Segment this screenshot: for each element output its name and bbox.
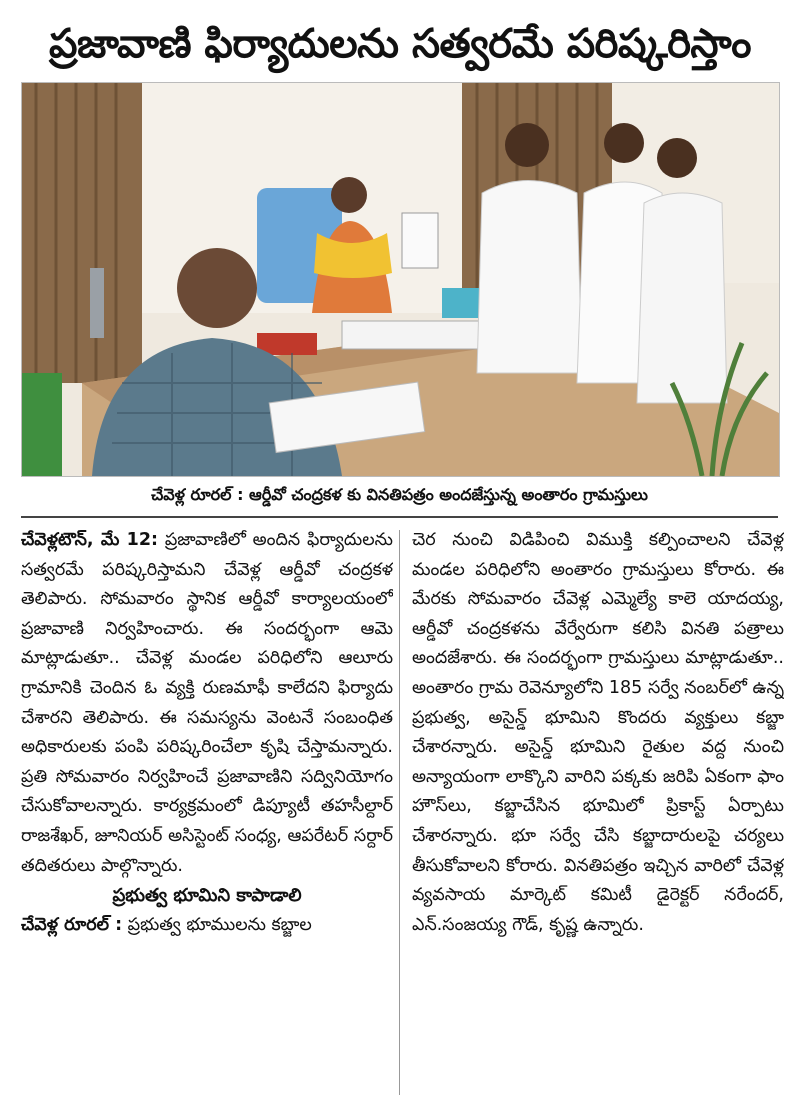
sub-article-paragraph — [21, 911, 393, 941]
article-body-left: ప్రజావాణిలో అందిన ఫిర్యాదులను సత్వరమే పరిష్కరిస్తామని చేవెళ్ల ఆర్డీవో చంద్రకళ తెలిపారు. సోమవారం స్థానిక ఆర్డీవో కార్యాలయంలో ప్రజావాణి నిర్వహించారు. ఈ సందర్భంగా ఆమె మాట్లాడుతూ.. చేవెళ్ల మండల పరిధిలోని ఆలూరు గ్రామానికి చెందిన ఓ వ్యక్తి రుణమాఫీ కాలేదని ఫిర్యాదు చేశారని తెలిపారు. ఈ సమస్యను వెంటనే సంబంధిత అధికారులకు పంపి పరిష్కరించేలా కృషి చేస్తామన్నారు. ప్రతి సోమవారం నిర్వహించే ప్రజావాణిని సద్వినియోగం చేసుకోవాలన్నారు. కార్యక్రమంలో డిప్యూటీ తహసీల్దార్ రాజశేఖర్, జూనియర్ అసిస్టెంట్ సంధ్య, ఆపరేటర్ సర్దార్ తదితరులు పాల్గొన్నారు. — [21, 530, 393, 876]
headline: ప్రజావాణి ఫిర్యాదులను సత్వరమే పరిష్కరిస్తాం — [49, 21, 751, 67]
sub-article-dateline: చేవెళ్ల రూరల్ : — [21, 914, 123, 935]
office-scene-illustration — [22, 83, 779, 476]
caption-tag: చేవెళ్ల రూరల్ : — [151, 485, 244, 504]
sub-article-body-continued: చెర నుంచి విడిపించి విముక్తి కల్పించాలని చేవెళ్ల మండల పరిధిలోని అంతారం గ్రామస్తులు కోరారు. ఈ మేరకు సోమవారం చేవెళ్ల ఎమ్మెల్యే కాలె యాదయ్య, ఆర్డీవో చంద్రకళను వేర్వేరుగా కలిసి వినతి పత్రాలు అందజేశారు. ఈ సందర్భంగా గ్రామస్తులు మాట్లాడుతూ.. అంతారం గ్రామ రెవెన్యూలోని 185 సర్వే నంబర్‌లో ఉన్న ప్రభుత్వ, అసైన్డ్ భూమిని కొందరు వ్యక్తులు కబ్జా చేశారన్నారు. అసైన్డ్ భూమిని రైతుల వద్ద నుంచి అన్యాయంగా లాక్కొని వారిని పక్కకు జరిపి ఏకంగా ఫాం హౌస్‌లు, కబ్జాచేసిన భూమిలో ప్రికాస్ట్ ఏర్పాటు చేశారన్నారు. భూ సర్వే చేసి కబ్జాదారులపై చర్యలు తీసుకోవాలని కోరారు. వినతిపత్రం ఇచ్చిన వారిలో చేవెళ్ల వ్యవసాయ మార్కెట్ కమిటీ డైరెక్టర్ నరేందర్, ఎన్.సంజయ్య గౌడ్, కృష్ణ ఉన్నారు. — [412, 530, 784, 935]
caption-text: ఆర్డీవో చంద్రకళ కు వినతిపత్రం అందజేస్తున్న అంతారం గ్రామస్తులు — [243, 485, 648, 504]
article-dateline: చేవెళ్లటౌన్, మే 12: — [21, 530, 159, 550]
article-column-right — [412, 526, 784, 1101]
article-subheading: ప్రభుత్వ భూమిని కాపాడాలి — [112, 885, 302, 907]
article-column-left — [21, 526, 393, 1101]
news-photo — [21, 82, 780, 477]
article-paragraph — [21, 526, 393, 881]
sub-article-body-start: ప్రభుత్వ భూములను కబ్జాల — [122, 914, 312, 935]
caption-divider — [21, 516, 778, 518]
column-divider — [399, 530, 400, 1095]
photo-caption — [21, 481, 778, 509]
